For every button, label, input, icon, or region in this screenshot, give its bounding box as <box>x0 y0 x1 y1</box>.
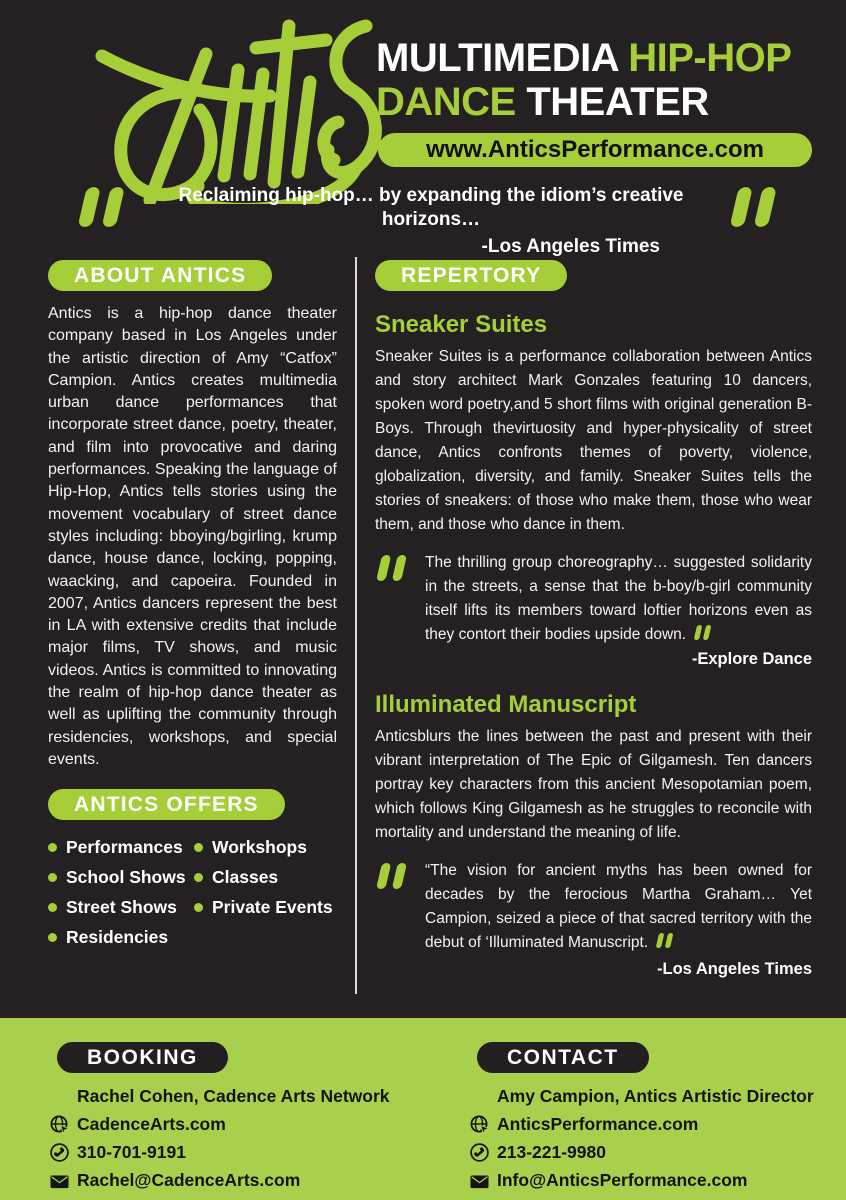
contact-website[interactable]: AnticsPerformance.com <box>497 1114 699 1134</box>
about-body: Antics is a hip-hop dance theater company based in Los Angeles under the artistic direction of Amy “Catfox” Campion. Antics creates multimedia urban dance performances that incorporate street dance, poetry, theater, and film into provocative and daring performances. Speaking the language of Hip-Hop, Antics tells stories using the movement vocabulary of street dance styles including: bboying/bgirling, krump dance, house dance, locking, popping, waacking, and capoeira. Founded in 2007, Antics dancers represent the best in LA with extensive credits that include major films, TV shows, and music videos. Antics is committed to innovating the realm of hip-hop dance theater as well as uplifting the community through residencies, workshops, and special events. <box>48 305 337 768</box>
bullet-icon <box>194 843 203 852</box>
quote-text: “The vision for ancient myths has been owned for decades by the ferocious Martha Graham… Yet Campion, seized a piece of that sacred territory with the debut of ‘Illuminated Manuscript. <box>425 862 812 951</box>
about-column <box>48 260 337 957</box>
offer-item <box>48 837 194 858</box>
contact-header-pill <box>477 1042 649 1073</box>
press-quote-attribution: -Los Angeles Times <box>481 236 660 257</box>
envelope-icon <box>470 1175 489 1189</box>
title-theater: THEATER <box>526 80 709 124</box>
title-multimedia: MULTIMEDIA <box>376 36 618 80</box>
offer-item <box>194 837 333 858</box>
repertory-header-pill <box>375 260 567 291</box>
booking-phone-line <box>50 1142 450 1163</box>
offer-item <box>194 897 333 918</box>
booking-website-line <box>50 1114 450 1135</box>
bullet-icon <box>48 933 57 942</box>
repertory-column <box>375 260 812 981</box>
bullet-icon <box>194 873 203 882</box>
press-quote <box>76 184 786 258</box>
title-dance: DANCE <box>376 80 516 124</box>
website-pill[interactable] <box>378 133 812 167</box>
open-quote-icon <box>375 554 413 582</box>
booking-contact-name: Rachel Cohen, Cadence Arts Network <box>77 1086 390 1106</box>
repertory-header-label: REPERTORY <box>401 263 542 287</box>
website-url: www.AnticsPerformance.com <box>426 136 764 163</box>
booking-section <box>50 1042 450 1191</box>
offer-label: Classes <box>212 867 279 888</box>
press-quote-text: Reclaiming hip-hop… by expanding the idiom’s creative horizons… <box>178 185 684 230</box>
quote-text: The thrilling group choreography… suggested solidarity in the streets, a sense that the b-boy/b-girl community itself lifts its members toward loftier horizons even as they contort their bodies upside down. <box>425 554 812 643</box>
contact-website-line <box>470 1114 846 1135</box>
phone-icon <box>470 1143 489 1162</box>
antics-logo-graffiti <box>88 4 388 204</box>
offers-col-2 <box>194 837 333 957</box>
contact-phone[interactable]: 213-221-9980 <box>497 1142 606 1162</box>
contact-phone-line <box>470 1142 846 1163</box>
offer-label: Street Shows <box>66 897 177 918</box>
booking-header-pill <box>57 1042 228 1073</box>
offer-item <box>48 897 194 918</box>
page-title <box>376 36 791 124</box>
globe-cursor-icon <box>50 1115 69 1134</box>
quote-attribution: -Los Angeles Times <box>657 960 812 978</box>
offers-col-1 <box>48 837 194 957</box>
review-quote-text <box>425 551 812 671</box>
offer-label: Performances <box>66 837 183 858</box>
column-divider <box>355 257 357 994</box>
booking-email[interactable]: Rachel@CadenceArts.com <box>77 1170 301 1190</box>
quote-attribution: -Explore Dance <box>691 650 812 668</box>
review-quote <box>375 551 812 671</box>
phone-icon <box>50 1143 69 1162</box>
show-title-illuminated-manuscript: Illuminated Manuscript <box>375 691 637 718</box>
booking-email-line <box>50 1170 450 1191</box>
close-quote-icon <box>655 933 677 948</box>
globe-cursor-icon <box>470 1115 489 1134</box>
offer-label: School Shows <box>66 867 186 888</box>
offer-item <box>48 927 194 948</box>
title-hiphop: HIP-HOP <box>628 36 792 80</box>
contact-email-line <box>470 1170 846 1191</box>
review-quote <box>375 859 812 981</box>
booking-phone[interactable]: 310-701-9191 <box>77 1142 186 1162</box>
offers-header-pill <box>48 789 285 820</box>
show-body: Anticsblurs the lines between the past and present with their vibrant interpretation of The Epic of Gilgamesh. Ten dancers portray key characters from this ancient Mesopotamian poem, which follows King Gilgamesh as he struggles to reconcile with mortality and understand the meaning of life. <box>375 728 812 841</box>
offer-label: Workshops <box>212 837 307 858</box>
booking-header-label: BOOKING <box>87 1045 198 1069</box>
bullet-icon <box>194 903 203 912</box>
booking-website[interactable]: CadenceArts.com <box>77 1114 226 1134</box>
offers-list <box>48 837 337 957</box>
close-quote-icon <box>728 184 786 230</box>
envelope-icon <box>50 1175 69 1189</box>
close-quote-icon <box>693 625 715 640</box>
antics-logo <box>88 4 388 204</box>
show-body: Sneaker Suites is a performance collaboration between Antics and story architect Mark Gonzales featuring 10 dancers, spoken word poetry,and 5 short films with original generation B-Boys. Through thevirtuosity and hyper-physicality of street dance, Antics confronts themes of poverty, violence, globalization, diversity, and family. Sneaker Suites tells the stories of sneakers: of those who make them, those who wear them, and those who dance in them. <box>375 348 812 533</box>
contact-contact-name: Amy Campion, Antics Artistic Director <box>497 1086 814 1106</box>
offer-label: Private Events <box>212 897 333 918</box>
offer-label: Residencies <box>66 927 169 948</box>
open-quote-icon <box>375 862 413 890</box>
bullet-icon <box>48 903 57 912</box>
contact-header-label: CONTACT <box>507 1045 619 1069</box>
about-header-label: ABOUT ANTICS <box>74 263 247 287</box>
contact-section <box>470 1042 846 1191</box>
offer-item <box>194 867 333 888</box>
bullet-icon <box>48 843 57 852</box>
footer <box>0 1018 846 1200</box>
offer-item <box>48 867 194 888</box>
contact-email[interactable]: Info@AnticsPerformance.com <box>497 1170 748 1190</box>
about-header-pill <box>48 260 272 291</box>
offers-header-label: ANTICS OFFERS <box>74 792 259 816</box>
review-quote-text <box>425 859 812 981</box>
open-quote-icon <box>76 184 134 230</box>
show-title-sneaker-suites: Sneaker Suites <box>375 311 548 338</box>
bullet-icon <box>48 873 57 882</box>
